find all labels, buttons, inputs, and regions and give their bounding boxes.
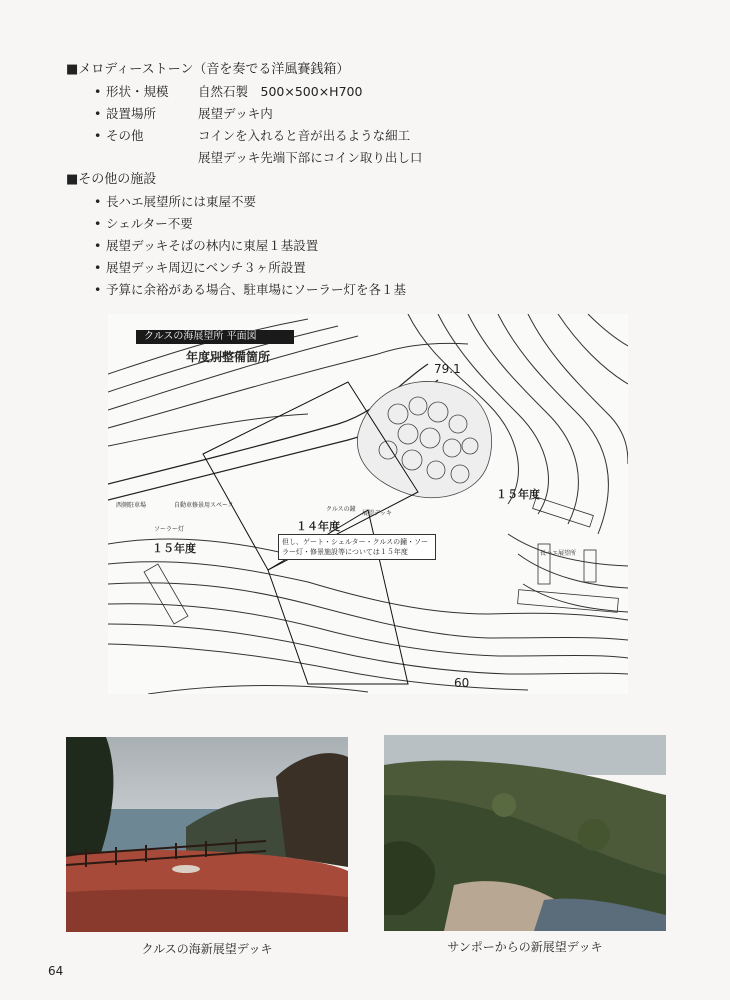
plan-title: クルスの海展望所 平面図 bbox=[136, 330, 294, 344]
plan-small-label: 自動車修景用スペース bbox=[174, 502, 234, 509]
elevation-top: 79.1 bbox=[434, 362, 461, 376]
plan-note: 但し、ゲート・シェルター・クルスの鐘・ソーラー灯・修景施設等については１５年度 bbox=[278, 534, 436, 560]
plan-small-label: 展望デッキ bbox=[362, 510, 392, 517]
year-label-15-right: １５年度 bbox=[496, 488, 540, 501]
year-label-14: １４年度 bbox=[296, 520, 340, 533]
facility-item: • 展望デッキ周辺にベンチ３ヶ所設置 bbox=[94, 260, 306, 275]
melody-stone-heading: ■メロディーストーン（音を奏でる洋風賽銭箱） bbox=[66, 62, 350, 77]
photo-caption: クルスの海新展望デッキ bbox=[141, 942, 273, 956]
facility-item: • 予算に余裕がある場合、駐車場にソーラー灯を各１基 bbox=[94, 282, 407, 297]
year-label-15-left: １５年度 bbox=[152, 542, 196, 555]
facility-item: • 展望デッキそばの林内に東屋１基設置 bbox=[94, 238, 319, 253]
photo-sanpo-view bbox=[384, 735, 666, 931]
page-number: 64 bbox=[48, 964, 64, 978]
photo-kurusu-deck bbox=[66, 737, 348, 932]
plan-small-label: 西側駐車場 bbox=[116, 502, 147, 509]
plan-small-label: ソーラー灯 bbox=[154, 526, 185, 533]
melody-continuation: 展望デッキ先端下部にコイン取り出し口 bbox=[198, 150, 423, 165]
plan-subtitle: 年度別整備箇所 bbox=[186, 350, 271, 364]
site-plan-drawing bbox=[108, 314, 628, 694]
plan-small-label: クルスの鐘 bbox=[326, 506, 356, 513]
facilities-heading: ■その他の施設 bbox=[66, 172, 157, 187]
elevation-bottom: 60 bbox=[454, 676, 470, 690]
melody-row-location: • 設置場所 展望デッキ内 bbox=[94, 106, 273, 121]
facility-item: • 長ハエ展望所には東屋不要 bbox=[94, 194, 257, 209]
plan-small-label: 長ハエ展望所 bbox=[540, 550, 577, 557]
photo-caption: サンポーからの新展望デッキ bbox=[447, 940, 603, 954]
facility-item: • シェルター不要 bbox=[94, 216, 193, 231]
melody-row-shape: • 形状・規模 自然石製 500×500×H700 bbox=[94, 84, 363, 99]
melody-row-other: • その他 コインを入れると音が出るような細工 bbox=[94, 128, 411, 143]
